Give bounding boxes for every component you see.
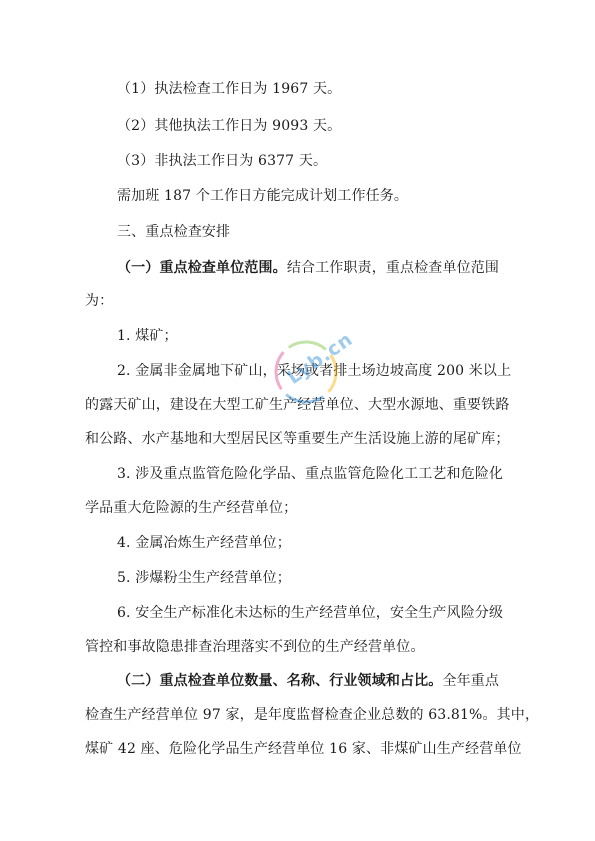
list-item-metal-smelting: 4. 金属冶炼生产经营单位； [117,535,291,551]
list-item-hazardous-chemicals-line-1: 3. 涉及重点监管危险化学品、重点监管危险化工工艺和危险化 [117,466,504,482]
list-item-standardization-line-1: 6. 安全生产标准化未达标的生产经营单位，安全生产风险分级 [117,605,504,621]
paragraph-law-enforcement-days: （1）执法检查工作日为 1967 天。 [117,81,342,97]
list-item-metal-mines-line-3: 和公路、水产基地和大型居民区等重要生产生活设施上游的尾矿库； [85,431,510,447]
scope-text: 结合工作职责，重点检查单位范围 [286,260,500,276]
list-item-standardization-line-2: 管控和事故隐患排查治理落实不到位的生产经营单位。 [85,639,425,655]
list-item-hazardous-chemicals-line-2: 学品重大危险源的生产经营单位； [85,500,298,516]
paragraph-scope-line-1 [117,259,517,277]
paragraph-scope-line-2: 为： [85,293,114,309]
list-item-metal-mines-line-2: 的露天矿山，建设在大型工矿生产经营单位、大型水源地、重要铁路 [85,397,510,413]
paragraph-other-enforcement-days: （2）其他执法工作日为 9093 天。 [117,118,342,134]
paragraph-count-line-2: 检查生产经营单位 97 家，是年度监督检查企业总数的 63.81%。其中， [85,707,540,723]
list-item-explosive-dust: 5. 涉爆粉尘生产经营单位； [117,570,291,586]
list-item-metal-mines-line-1: 2. 金属非金属地下矿山，采场或者排土场边坡高度 200 米以上 [117,363,512,379]
subheading-count: （二）重点检查单位数量、名称、行业领域和占比。 [117,673,443,689]
watermark-letters: Lyb.cn [283,327,358,389]
count-text: 全年重点 [442,673,500,689]
subheading-scope: （一）重点检查单位范围。 [117,260,287,276]
paragraph-overtime: 需加班 187 个工作日方能完成计划工作任务。 [117,188,409,204]
list-item-coal-mine: 1. 煤矿； [117,328,178,344]
paragraph-count-line-1 [117,672,517,690]
section-heading-key-inspection: 三、重点检查安排 [117,224,231,240]
paragraph-count-line-3: 煤矿 42 座、危险化学品生产经营单位 16 家、非煤矿山生产经营单位 [85,741,522,757]
paragraph-non-enforcement-days: （3）非执法工作日为 6377 天。 [117,153,328,169]
